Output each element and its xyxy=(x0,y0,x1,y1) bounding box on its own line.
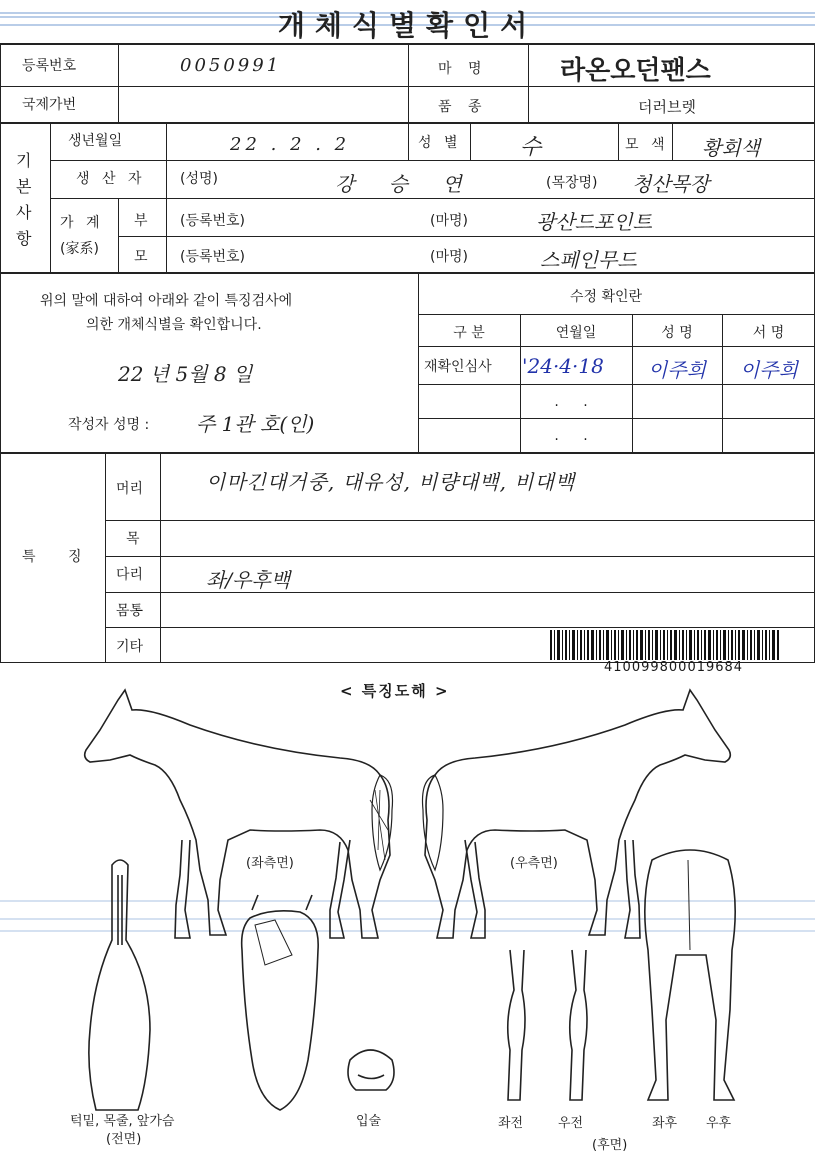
fr-caption: 우전 xyxy=(558,1116,584,1131)
dam-name-sublabel: (마명) xyxy=(430,249,468,265)
birth-label: 생년월일 xyxy=(68,133,123,149)
confirm-text-line2: 의한 개체식별을 확인합니다. xyxy=(86,317,262,333)
sire-label: 부 xyxy=(134,213,148,229)
pedigree-label: 가 계 xyxy=(60,215,104,231)
coat-label: 모 색 xyxy=(625,137,669,153)
rev-row1-type: 재확인심사 xyxy=(424,359,492,375)
left-side-horse-outline xyxy=(85,690,393,938)
fl-caption: 좌전 xyxy=(498,1116,524,1131)
muzzle-outline xyxy=(348,1050,394,1090)
front-view-label: (전면) xyxy=(106,1132,142,1147)
breeder-value: 강 승 연 xyxy=(335,172,476,196)
left-side-caption: (좌측면) xyxy=(246,856,294,871)
barcode xyxy=(550,630,780,660)
breed-value: 더러브렛 xyxy=(638,98,696,116)
sex-label: 성 별 xyxy=(418,135,462,151)
rev-row1-name: 이주희 xyxy=(648,358,706,382)
rev-header-name: 성 명 xyxy=(661,325,693,341)
confirm-date: 22 년 5월 8 일 xyxy=(118,362,253,386)
horse-name-label: 마 명 xyxy=(438,61,488,77)
front-view-outline xyxy=(89,860,150,1110)
intl-no-label: 국제가번 xyxy=(22,97,77,113)
breeder-label: 생 산 자 xyxy=(76,171,146,187)
sire-value: 광산드포인트 xyxy=(536,210,652,234)
muzzle-caption: 입술 xyxy=(356,1114,382,1129)
basic-info-label: 기본사항 xyxy=(16,151,32,248)
neck-label: 목 xyxy=(126,531,140,547)
rev-row3-date: . . xyxy=(554,428,598,444)
rev-header-type: 구 분 xyxy=(453,325,485,341)
dam-reg-sublabel: (등록번호) xyxy=(180,249,246,265)
diagram-title: < 특징도해 > xyxy=(340,682,450,700)
rev-header-sign: 서 명 xyxy=(752,325,785,341)
farm-value: 청산목장 xyxy=(632,172,710,196)
dam-value: 스페인무드 xyxy=(540,248,637,272)
rev-row1-sign: 이주희 xyxy=(740,358,798,382)
rev-row1-date: '24·4·18 xyxy=(522,354,604,378)
document-title: 개체식별확인서 xyxy=(277,9,538,42)
other-label: 기타 xyxy=(116,639,144,655)
breeder-name-sublabel: (성명) xyxy=(180,171,218,187)
sex-value: 수 xyxy=(520,135,542,160)
coat-value: 황회색 xyxy=(702,136,760,160)
sire-reg-sublabel: (등록번호) xyxy=(180,213,246,229)
body-label: 몸통 xyxy=(116,603,144,619)
revision-title: 수정 확인란 xyxy=(570,289,643,305)
legs-value: 좌/우후백 xyxy=(206,568,291,592)
head-value: 이마긴대거중, 대유성, 비량대백, 비대백 xyxy=(206,470,576,494)
horse-diagram xyxy=(0,680,815,1162)
confirm-text-line1: 위의 말에 대하여 아래와 같이 특징검사에 xyxy=(40,293,293,309)
farm-sublabel: (목장명) xyxy=(546,175,598,191)
features-label: 특 징 xyxy=(22,549,96,565)
reg-no-label: 등록번호 xyxy=(22,58,77,74)
right-side-caption: (우측면) xyxy=(510,856,558,871)
head-label: 머리 xyxy=(116,481,144,497)
dam-label: 모 xyxy=(134,249,148,265)
pedigree-hanja: (家系) xyxy=(60,241,99,257)
right-side-horse-outline xyxy=(423,690,731,938)
sire-name-sublabel: (마명) xyxy=(430,213,468,229)
rear-view-outline xyxy=(645,850,735,1100)
front-legs-outline xyxy=(508,950,587,1100)
reg-no-value: 0050991 xyxy=(180,55,282,76)
horse-name-value: 라온오던팬스 xyxy=(560,56,711,86)
hr-caption: 우후 xyxy=(706,1116,732,1131)
hl-caption: 좌후 xyxy=(652,1116,678,1131)
breed-label: 품 종 xyxy=(438,99,488,115)
birth-value: 22 . 2 . 2 xyxy=(230,134,351,155)
legs-label: 다리 xyxy=(116,567,144,583)
head-front-outline xyxy=(242,895,319,1110)
rev-header-date: 연월일 xyxy=(555,325,597,341)
rev-row2-date: . . xyxy=(554,394,598,410)
barcode-number: 410099800019684 xyxy=(604,660,744,675)
rear-caption: (후면) xyxy=(592,1138,628,1153)
writer-value: 주 1관 호(인) xyxy=(196,412,315,436)
writer-label: 작성자 성명 : xyxy=(68,417,150,433)
front-caption: 턱밑, 목줄, 앞가슴 xyxy=(70,1114,175,1129)
